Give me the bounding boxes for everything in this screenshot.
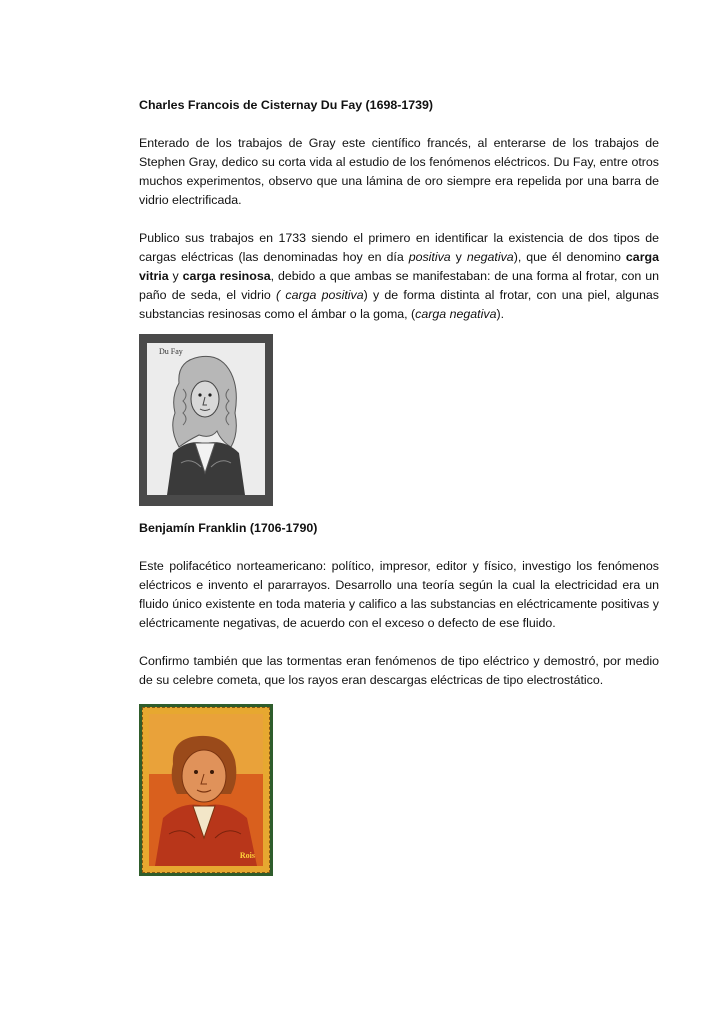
du-fay-engraving xyxy=(147,343,265,495)
text-run: ) y de forma distinta al frotar, con una piel, algunas substancias resinosas como el ámbar o la goma, ( xyxy=(139,288,659,321)
bold-carga-vitria: carga vitria xyxy=(139,250,659,283)
italic-carga-negativa: carga negativa xyxy=(415,307,497,321)
text-run: ), que él denomino xyxy=(513,250,626,264)
franklin-portrait xyxy=(139,704,273,876)
italic-positiva: positiva xyxy=(408,250,451,264)
heading-franklin: Benjamín Franklin (1706-1790) xyxy=(139,521,318,535)
italic-negativa: negativa xyxy=(466,250,514,264)
heading-du-fay: Charles Francois de Cisternay Du Fay (1698-1739) xyxy=(139,98,434,112)
du-fay-figure xyxy=(147,343,265,495)
franklin-painting xyxy=(149,714,263,866)
franklin-figure xyxy=(149,714,263,866)
franklin-paragraph-1: Este polifacético norteamericano: político, impresor, editor y físico, investigo los fenómenos eléctricos e invento el pararrayos. Desarrollo una teoría según la cual la electricidad era un fluido único existente en toda materia y califico a las substancias en eléctricamente positivas y eléctricamente negativas, de acuerdo con el exceso o defecto de ese fluido. xyxy=(139,559,659,630)
franklin-signature: Rois xyxy=(239,851,255,860)
bold-carga-resinosa: carga resinosa xyxy=(182,269,271,283)
du-fay-paragraph-2 xyxy=(139,229,659,324)
document-page xyxy=(139,96,659,876)
franklin-paragraph-2: Confirmo también que las tormentas eran fenómenos de tipo eléctrico y demostró, por medio de su celebre cometa, que los rayos eran descargas eléctricas de tipo electrostático. xyxy=(139,654,659,687)
du-fay-caption: Du Fay xyxy=(159,347,183,356)
italic-carga-positiva: ( carga positiva xyxy=(276,288,364,302)
text-run: y xyxy=(450,250,467,264)
du-fay-portrait xyxy=(139,334,273,506)
text-run: y xyxy=(168,269,183,283)
text-run: ). xyxy=(496,307,505,321)
du-fay-paragraph-1: Enterado de los trabajos de Gray este científico francés, al enterarse de los trabajos de Stephen Gray, dedico su corta vida al estudio de los fenómenos eléctricos. Du Fay, entre otros muchos experimentos, observo que una lámina de oro siempre era repelida por una barra de vidrio electrificada. xyxy=(139,136,659,207)
text-run: , debido a que ambas se manifestaban: de una forma al frotar, con un paño de seda, el vidrio xyxy=(139,269,659,302)
text-run: Publico sus trabajos en 1733 siendo el primero en identificar la existencia de dos tipos de cargas eléctricas (las denominadas hoy en día xyxy=(139,231,659,264)
